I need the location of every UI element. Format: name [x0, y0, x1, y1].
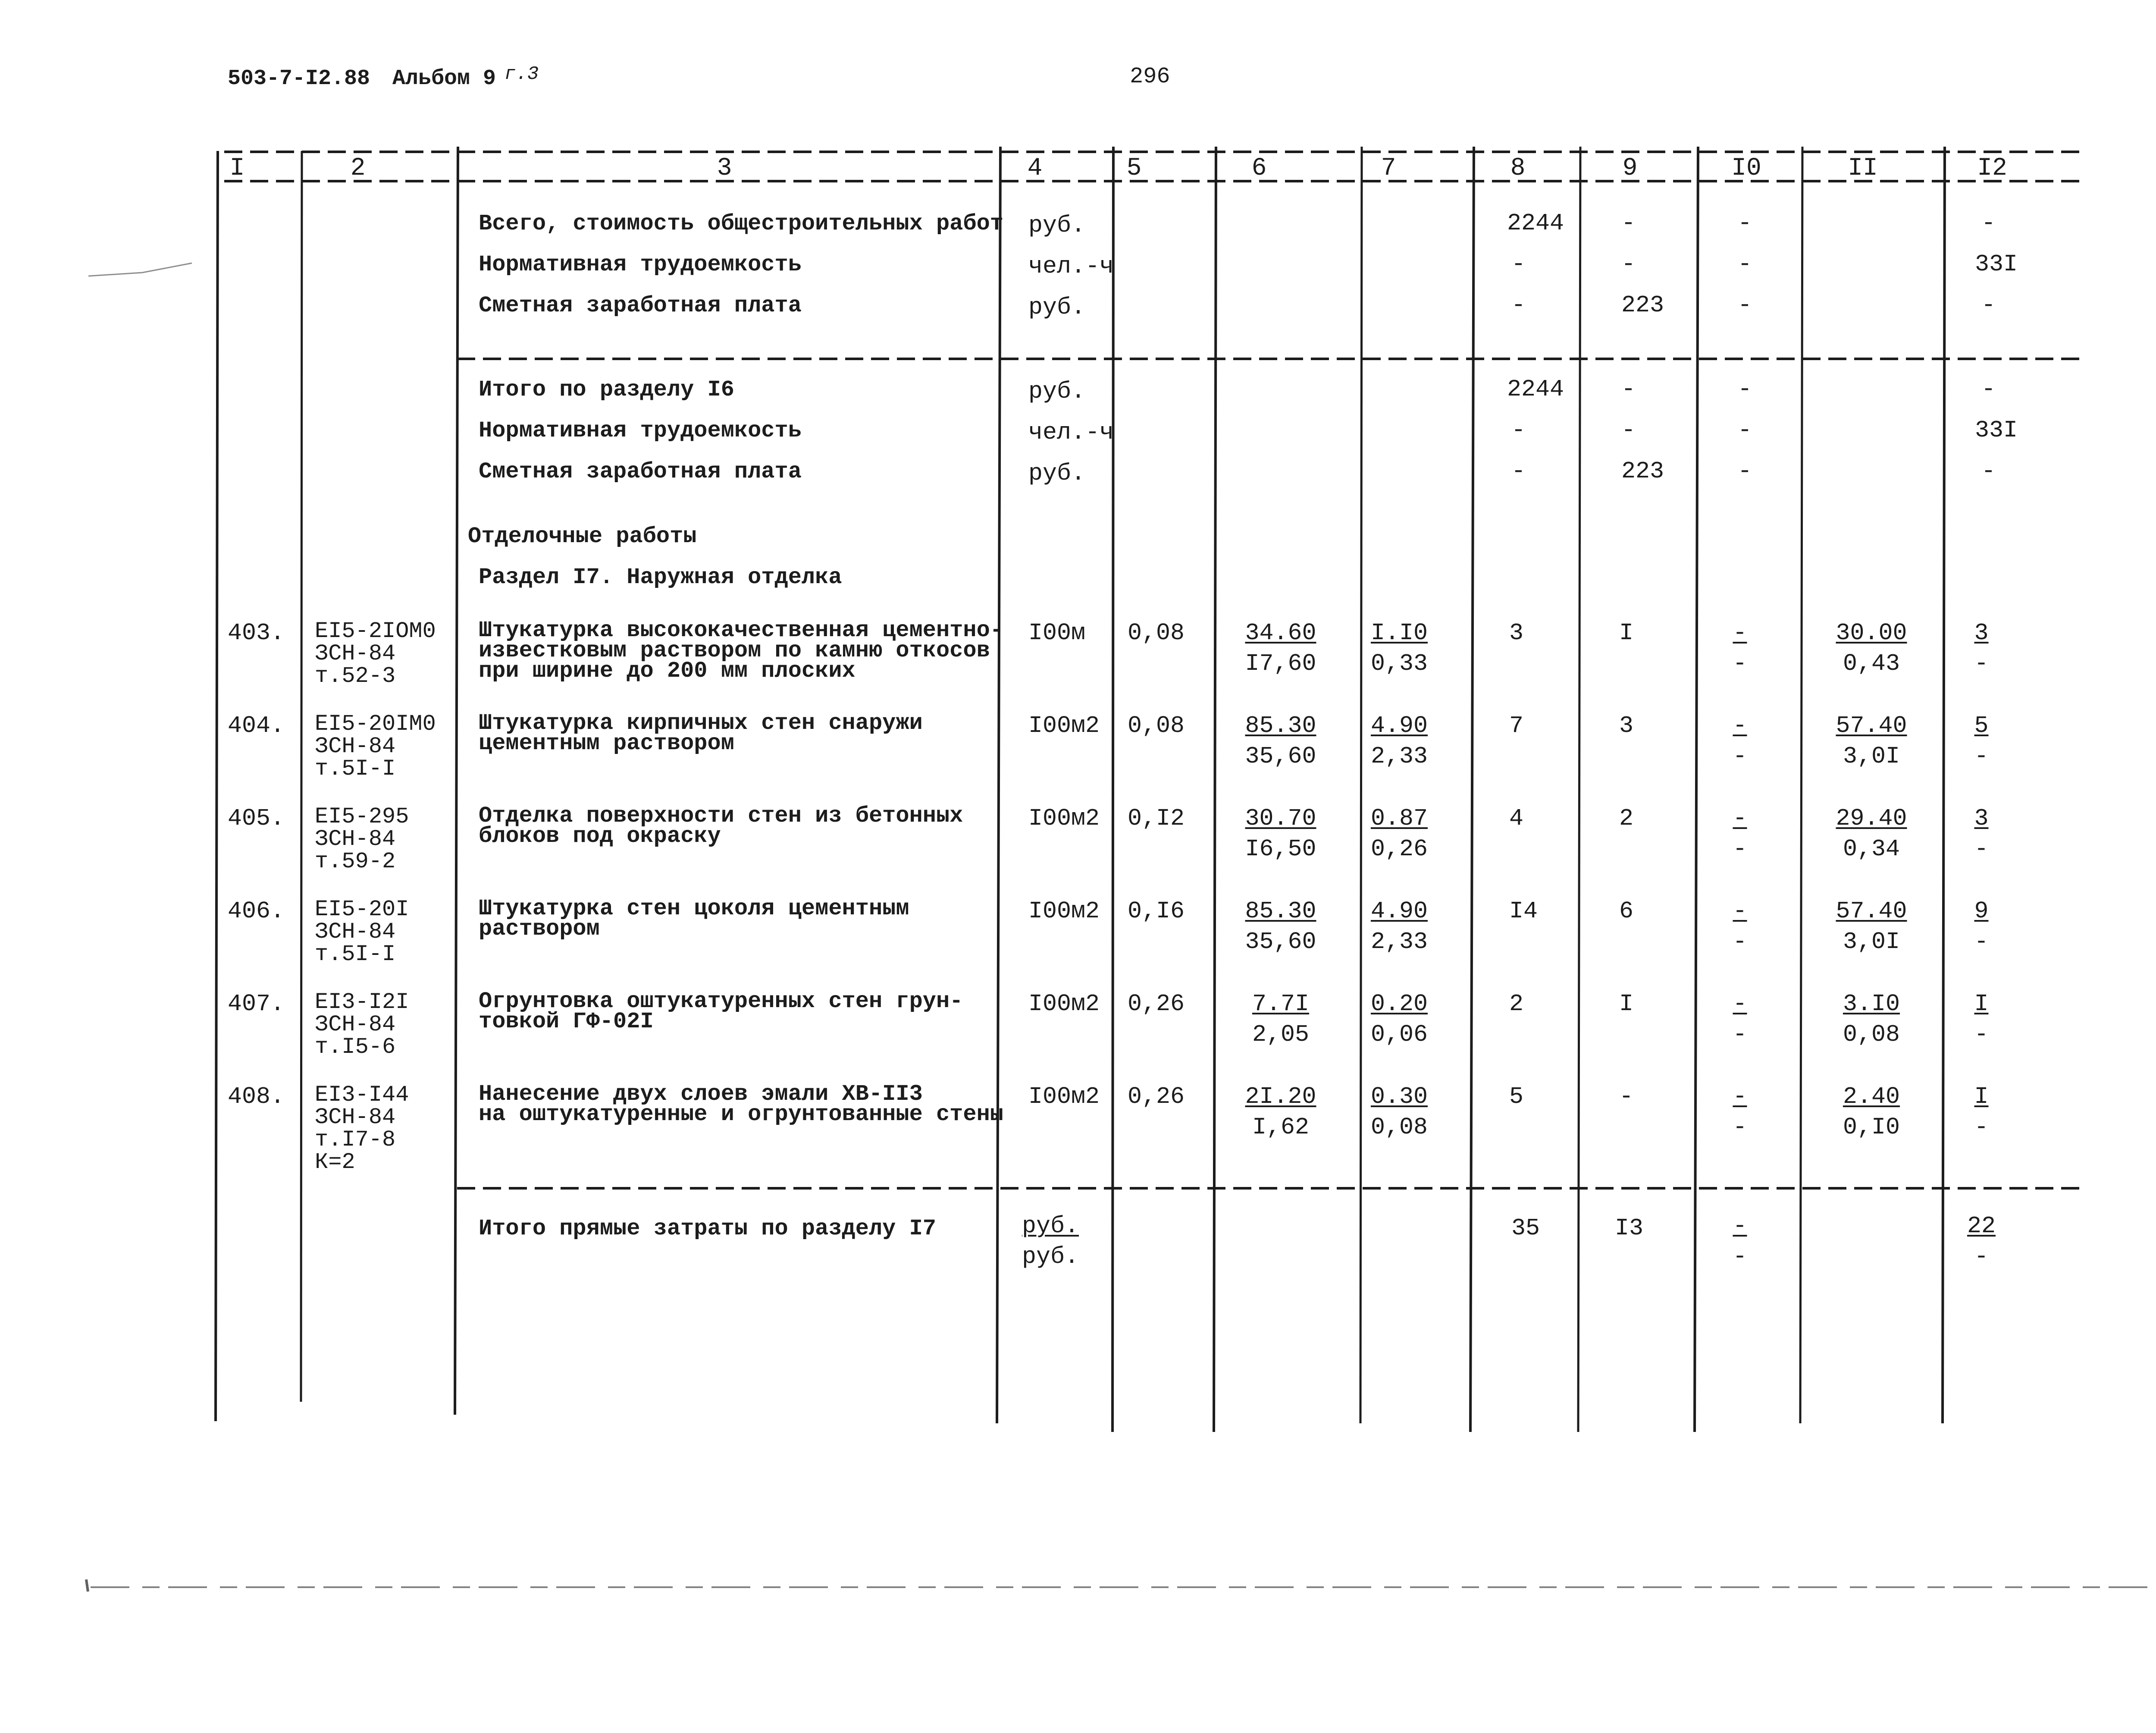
- col10-value-bottom: -: [1733, 650, 1747, 677]
- col8-value: 5: [1509, 1083, 1524, 1110]
- summary-label: Итого по разделу I6: [479, 377, 734, 402]
- unit-cost: [1242, 899, 1319, 954]
- total-col10: [1718, 1214, 1761, 1268]
- quantity: 0,08: [1128, 619, 1185, 647]
- column-number: 3: [717, 154, 732, 182]
- col9-value: -: [1619, 1083, 1634, 1110]
- col11-value: [1833, 807, 1910, 861]
- machine-cost-top: 4.90: [1370, 712, 1428, 739]
- machine-cost-bottom: 0,08: [1370, 1114, 1428, 1141]
- norm-code-line: ЗСН-84: [315, 641, 396, 666]
- machine-cost-top: 0.20: [1370, 990, 1428, 1017]
- total-col9: I3: [1615, 1215, 1644, 1242]
- norm-code-line: ЗСН-84: [315, 734, 396, 759]
- summary-col8: -: [1511, 458, 1526, 485]
- summary-col12: 33I: [1975, 251, 2018, 278]
- work-description: [479, 803, 963, 849]
- col12-value-bottom: -: [1974, 1021, 1989, 1048]
- col11-value-bottom: 0,43: [1843, 650, 1900, 677]
- col9-value: I: [1619, 990, 1634, 1017]
- summary-unit: руб.: [1028, 294, 1086, 321]
- summary-col12: -: [1981, 458, 1996, 485]
- column-number: 7: [1381, 154, 1396, 182]
- col8-value: 2: [1509, 990, 1524, 1017]
- col12-value: [1960, 807, 2003, 861]
- col12-value: [1960, 1085, 2003, 1139]
- work-description-line: блоков под окраску: [479, 823, 721, 849]
- norm-code-line: т.5I-I: [315, 942, 396, 967]
- machine-cost-bottom: 2,33: [1370, 743, 1428, 770]
- col12-value-top: 3: [1974, 805, 1989, 832]
- work-description-line: известковым раствором по камню откосов: [479, 638, 990, 663]
- col10-value: [1718, 714, 1761, 768]
- summary-col9: 223: [1621, 458, 1664, 485]
- summary-col10: -: [1738, 251, 1752, 278]
- norm-code-line: ЗСН-84: [315, 826, 396, 852]
- summary-col10: -: [1738, 210, 1752, 237]
- album-note: г.3: [505, 63, 539, 85]
- col12-value-top: 9: [1974, 898, 1989, 925]
- col11-value-top: 30.00: [1836, 619, 1907, 647]
- summary-label: Сметная заработная плата: [479, 459, 802, 484]
- column-number: I: [229, 154, 245, 182]
- norm-code-line: К=2: [315, 1149, 355, 1175]
- col12-value-bottom: -: [1974, 650, 1989, 677]
- album-label: Альбом 9: [392, 66, 496, 91]
- section-group-title: Отделочные работы: [468, 524, 697, 549]
- column-number: I0: [1731, 154, 1761, 182]
- machine-cost-bottom: 0,26: [1370, 835, 1428, 863]
- total-label: Итого прямые затраты по разделу I7: [479, 1216, 936, 1241]
- machine-cost-top: I.I0: [1370, 619, 1428, 647]
- col11-value-bottom: 0,I0: [1843, 1114, 1900, 1141]
- column-number: 4: [1027, 154, 1043, 182]
- summary-col12: -: [1981, 210, 1996, 237]
- col12-value-bottom: -: [1974, 835, 1989, 863]
- section-title: Раздел I7. Наружная отделка: [479, 565, 842, 590]
- unit-cost-bottom: 35,60: [1245, 743, 1316, 770]
- summary-col10: -: [1738, 458, 1752, 485]
- total-col8: 35: [1511, 1215, 1540, 1242]
- summary-col8: -: [1511, 292, 1526, 319]
- column-number: I2: [1977, 154, 2007, 182]
- col10-value: [1718, 1085, 1761, 1139]
- col10-value-bottom: -: [1733, 743, 1747, 770]
- column-number: 6: [1251, 154, 1267, 182]
- norm-code-line: ЕI3-I2I: [315, 989, 409, 1015]
- unit: I00м2: [1028, 805, 1100, 832]
- unit: I00м2: [1028, 712, 1100, 739]
- norm-code: [315, 806, 409, 873]
- row-number: 404.: [228, 712, 285, 739]
- unit-cost-top: 85.30: [1245, 898, 1316, 925]
- col12-value-top: 5: [1974, 712, 1989, 739]
- column-number: II: [1848, 154, 1878, 182]
- col11-value-top: 57.40: [1836, 712, 1907, 739]
- col9-value: 3: [1619, 712, 1634, 739]
- summary-label: Сметная заработная плата: [479, 293, 802, 318]
- column-number: 5: [1126, 154, 1142, 182]
- col10-value-top: -: [1733, 619, 1747, 647]
- work-description-line: при ширине до 200 мм плоских: [479, 658, 856, 684]
- col8-value: I4: [1509, 898, 1538, 925]
- summary-col8: 2244: [1507, 210, 1564, 237]
- unit-cost-bottom: 2,05: [1252, 1021, 1310, 1048]
- work-description-line: Отделка поверхности стен из бетонных: [479, 803, 963, 829]
- col10-value: [1718, 621, 1761, 675]
- machine-cost: [1365, 621, 1434, 675]
- unit-cost: [1242, 807, 1319, 861]
- quantity: 0,26: [1128, 1083, 1185, 1110]
- summary-col10: -: [1738, 417, 1752, 444]
- col12-value-bottom: -: [1974, 743, 1989, 770]
- unit-cost: [1242, 1085, 1319, 1139]
- summary-col9: -: [1621, 210, 1636, 237]
- summary-col8: -: [1511, 417, 1526, 444]
- unit-cost: [1242, 714, 1319, 768]
- machine-cost: [1365, 714, 1434, 768]
- summary-col9: -: [1621, 417, 1636, 444]
- work-description-line: Штукатурка стен цоколя цементным: [479, 896, 909, 921]
- work-description-line: цементным раствором: [479, 731, 734, 756]
- quantity: 0,I6: [1128, 898, 1185, 925]
- col8-value: 7: [1509, 712, 1524, 739]
- col12-value: [1960, 899, 2003, 954]
- summary-unit: чел.-ч: [1028, 253, 1114, 280]
- norm-code-line: т.I5-6: [315, 1034, 396, 1060]
- machine-cost: [1365, 807, 1434, 861]
- quantity: 0,26: [1128, 990, 1185, 1017]
- col10-value-bottom: -: [1733, 835, 1747, 863]
- col12-value: [1960, 992, 2003, 1046]
- total-unit: [1022, 1212, 1079, 1270]
- unit-cost-top: 30.70: [1245, 805, 1316, 832]
- summary-label: Нормативная трудоемкость: [479, 252, 802, 277]
- summary-unit: руб.: [1028, 378, 1086, 405]
- col12-value-top: I: [1974, 990, 1989, 1017]
- total-col12-top: 22: [1967, 1212, 1996, 1240]
- col9-value: I: [1619, 619, 1634, 647]
- summary-col8: 2244: [1507, 376, 1564, 403]
- norm-code-line: т.59-2: [315, 849, 396, 874]
- norm-code-line: ЗСН-84: [315, 919, 396, 945]
- col11-value: [1833, 621, 1910, 675]
- unit-cost-top: 85.30: [1245, 712, 1316, 739]
- unit: I00м2: [1028, 1083, 1100, 1110]
- machine-cost-bottom: 0,33: [1370, 650, 1428, 677]
- total-col10-bottom: -: [1733, 1243, 1747, 1270]
- col12-value: [1960, 621, 2003, 675]
- unit-cost-top: 34.60: [1245, 619, 1316, 647]
- col10-value-top: -: [1733, 990, 1747, 1017]
- summary-col9: -: [1621, 251, 1636, 278]
- col11-value-top: 2.40: [1843, 1083, 1900, 1110]
- summary-unit: руб.: [1028, 212, 1086, 239]
- norm-code: [315, 898, 409, 966]
- col12-value-top: 3: [1974, 619, 1989, 647]
- summary-col12: 33I: [1975, 417, 2018, 444]
- norm-code-line: ЕI5-20I: [315, 897, 409, 922]
- col12-value-bottom: -: [1974, 1114, 1989, 1141]
- col11-value: [1833, 899, 1910, 954]
- norm-code-line: ЗСН-84: [315, 1105, 396, 1130]
- col10-value-top: -: [1733, 712, 1747, 739]
- work-description: [479, 618, 1003, 684]
- col10-value-top: -: [1733, 898, 1747, 925]
- unit-cost-bottom: I6,50: [1245, 835, 1316, 863]
- quantity: 0,I2: [1128, 805, 1185, 832]
- total-unit-top: руб.: [1022, 1212, 1079, 1240]
- machine-cost-top: 0.87: [1370, 805, 1428, 832]
- col12-value-bottom: -: [1974, 928, 1989, 955]
- summary-label: Нормативная трудоемкость: [479, 418, 802, 443]
- col10-value-top: -: [1733, 805, 1747, 832]
- work-description-line: раствором: [479, 916, 600, 942]
- norm-code-line: ЕI5-20IМ0: [315, 711, 436, 737]
- col10-value-bottom: -: [1733, 1021, 1747, 1048]
- unit-cost-top: 7.7I: [1252, 990, 1310, 1017]
- summary-unit: чел.-ч: [1028, 419, 1114, 446]
- machine-cost: [1365, 899, 1434, 954]
- work-description: [479, 1081, 1003, 1127]
- work-description-line: Нанесение двух слоев эмали ХВ-II3: [479, 1081, 923, 1107]
- norm-code-line: ЕI5-2IОМ0: [315, 618, 436, 644]
- col11-value-top: 29.40: [1836, 805, 1907, 832]
- column-number: 9: [1622, 154, 1638, 182]
- machine-cost: [1365, 992, 1434, 1046]
- col11-value-bottom: 0,34: [1843, 835, 1900, 863]
- machine-cost-top: 4.90: [1370, 898, 1428, 925]
- unit: I00м: [1028, 619, 1086, 647]
- unit-cost-bottom: I,62: [1252, 1114, 1310, 1141]
- summary-col8: -: [1511, 251, 1526, 278]
- summary-col9: 223: [1621, 292, 1664, 319]
- norm-code-line: ЕI5-295: [315, 804, 409, 829]
- summary-col9: -: [1621, 376, 1636, 403]
- col11-value: [1833, 714, 1910, 768]
- unit-cost: [1242, 621, 1319, 675]
- summary-col12: -: [1981, 292, 1996, 319]
- work-description-line: Штукатурка высококачественная цементно-: [479, 618, 1003, 643]
- col10-value: [1718, 899, 1761, 954]
- col8-value: 4: [1509, 805, 1524, 832]
- unit-cost: [1242, 992, 1319, 1046]
- unit-cost-top: 2I.20: [1245, 1083, 1316, 1110]
- norm-code: [315, 713, 436, 780]
- col11-value-top: 3.I0: [1843, 990, 1900, 1017]
- norm-code: [315, 620, 436, 688]
- unit: I00м2: [1028, 898, 1100, 925]
- work-description-line: на оштукатуренные и огрунтованные стены: [479, 1102, 1003, 1127]
- col11-value-top: 57.40: [1836, 898, 1907, 925]
- summary-col10: -: [1738, 376, 1752, 403]
- row-number: 407.: [228, 990, 285, 1017]
- work-description: [479, 896, 909, 942]
- work-description: [479, 991, 963, 1032]
- total-col10-top: -: [1733, 1212, 1747, 1240]
- row-number: 405.: [228, 805, 285, 832]
- norm-code: [315, 1084, 409, 1174]
- total-col12-bottom: -: [1974, 1243, 1989, 1270]
- norm-code-line: т.I7-8: [315, 1127, 396, 1152]
- col10-value-bottom: -: [1733, 928, 1747, 955]
- norm-code-line: т.52-3: [315, 663, 396, 689]
- unit-cost-bottom: 35,60: [1245, 928, 1316, 955]
- machine-cost-top: 0.30: [1370, 1083, 1428, 1110]
- row-number: 408.: [228, 1083, 285, 1110]
- norm-code: [315, 991, 409, 1058]
- col11-value: [1833, 992, 1910, 1046]
- machine-cost-bottom: 2,33: [1370, 928, 1428, 955]
- unit-cost-bottom: I7,60: [1245, 650, 1316, 677]
- row-number: 406.: [228, 898, 285, 925]
- column-number: 2: [350, 154, 366, 182]
- machine-cost: [1365, 1085, 1434, 1139]
- col12-value: [1960, 714, 2003, 768]
- summary-col10: -: [1738, 292, 1752, 319]
- total-unit-bottom: руб.: [1022, 1243, 1079, 1270]
- work-description-line: Штукатурка кирпичных стен снаружи: [479, 710, 923, 736]
- col10-value-bottom: -: [1733, 1114, 1747, 1141]
- machine-cost-bottom: 0,06: [1370, 1021, 1428, 1048]
- summary-col12: -: [1981, 376, 1996, 403]
- col10-value: [1718, 807, 1761, 861]
- work-description: [479, 710, 923, 756]
- col11-value: [1833, 1085, 1910, 1139]
- col11-value-bottom: 3,0I: [1843, 928, 1900, 955]
- work-description-line: Огрунтовка оштукатуренных стен грун-: [479, 989, 963, 1014]
- col9-value: 2: [1619, 805, 1634, 832]
- col10-value: [1718, 992, 1761, 1046]
- column-number: 8: [1510, 154, 1526, 182]
- col11-value-bottom: 0,08: [1843, 1021, 1900, 1048]
- row-number: 403.: [228, 619, 285, 647]
- work-description-line: товкой ГФ-02I: [479, 1009, 654, 1034]
- col10-value-top: -: [1733, 1083, 1747, 1110]
- col8-value: 3: [1509, 619, 1524, 647]
- summary-label: Всего, стоимость общестроительных работ: [479, 211, 1003, 236]
- norm-code-line: т.5I-I: [315, 756, 396, 782]
- col9-value: 6: [1619, 898, 1634, 925]
- norm-code-line: ЗСН-84: [315, 1012, 396, 1037]
- norm-code-line: ЕI3-I44: [315, 1082, 409, 1108]
- document-code: 503-7-I2.88: [228, 66, 370, 91]
- col12-value-top: I: [1974, 1083, 1989, 1110]
- summary-unit: руб.: [1028, 460, 1086, 487]
- quantity: 0,08: [1128, 712, 1185, 739]
- total-col12: [1960, 1214, 2003, 1268]
- col11-value-bottom: 3,0I: [1843, 743, 1900, 770]
- unit: I00м2: [1028, 990, 1100, 1017]
- page-number: 296: [1130, 64, 1170, 89]
